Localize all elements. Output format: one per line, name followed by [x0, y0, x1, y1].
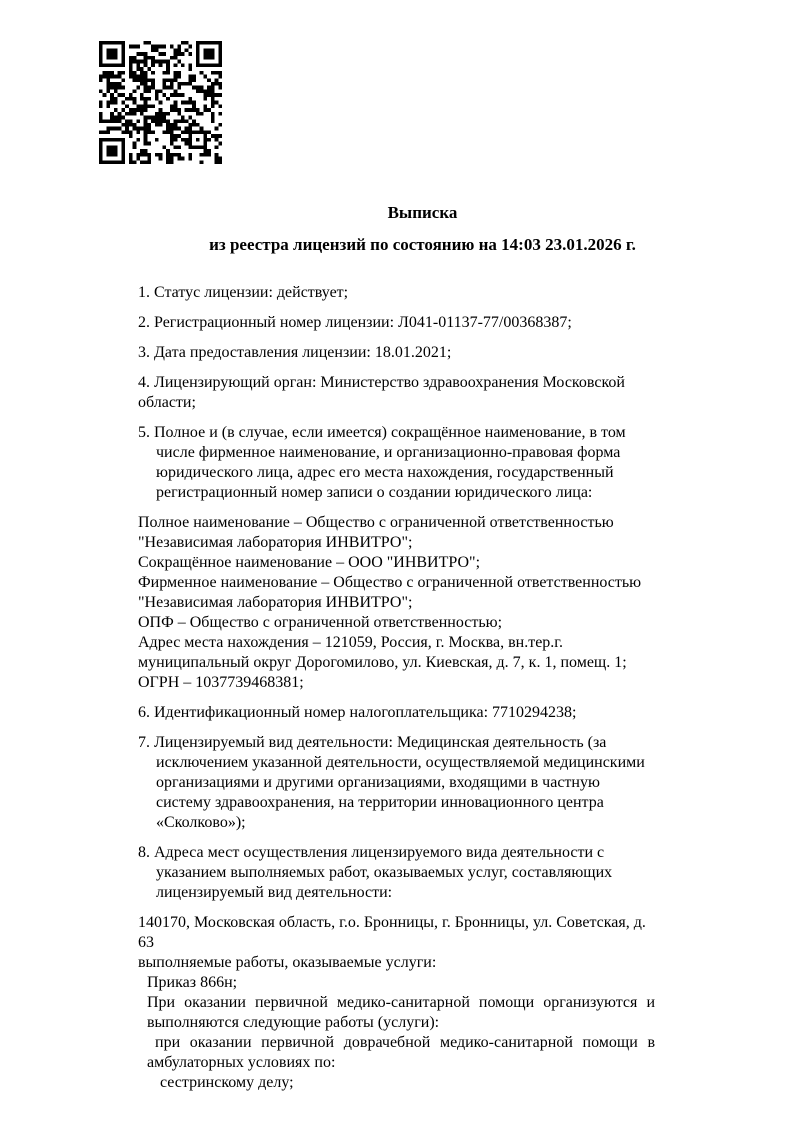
org-names-heading: 5. Полное и (в случае, если имеется) сокращённое наименование, в том числе фирменное наименование, и организационно-правовая форма юридического лица, адрес его места нахождения, государственный регистрационный номер записи о создании юридического лица: — [138, 424, 626, 501]
org-details-block — [138, 513, 655, 693]
org-short-name: Сокращённое наименование – ООО "ИНВИТРО"; — [138, 554, 481, 571]
prehospital-outpatient-line: при оказании первичной доврачебной медико-санитарной помощи в амбулаторных условиях по: — [147, 1034, 655, 1071]
org-legal-form: ОПФ – Общество с ограниченной ответственностью; — [138, 614, 503, 631]
org-ogrn: ОГРН – 1037739468381; — [138, 674, 304, 691]
document-body — [138, 202, 655, 1093]
primary-care-works-line: При оказании первичной медико-санитарной помощи организуются и выполняются следующие работы (услуги): — [147, 994, 655, 1031]
licensing-authority-line: 4. Лицензирующий орган: Министерство здравоохранения Московской области; — [138, 374, 625, 411]
license-status-line: 1. Статус лицензии: действует; — [138, 284, 349, 301]
document-subtitle: из реестра лицензий по состоянию на 14:03 23.01.2026 г. — [209, 235, 636, 254]
registration-number-line: 2. Регистрационный номер лицензии: Л041-01137-77/00368387; — [138, 314, 572, 331]
licensed-activity-line: 7. Лицензируемый вид деятельности: Медицинская деятельность (за исключением указанной деятельности, осуществляемой медицинскими организациями и другими организациями, входящими в частную систему здравоохранения, на территории инновационного центра «Сколково»); — [138, 734, 645, 831]
works-services-intro: выполняемые работы, оказываемые услуги: — [138, 954, 437, 971]
document-header — [138, 202, 655, 255]
address-activity-block — [138, 913, 655, 1093]
taxpayer-number-line: 6. Идентификационный номер налогоплательщика: 7710294238; — [138, 704, 577, 721]
nursing-work-line: сестринскому делу; — [160, 1074, 294, 1091]
org-full-name: Полное наименование – Общество с ограниченной ответственностью "Независимая лаборатория ИНВИТРО"; — [138, 514, 614, 551]
order-866n-line: Приказ 866н; — [147, 974, 238, 991]
document-title: Выписка — [387, 203, 458, 222]
org-legal-address: Адрес места нахождения – 121059, Россия, г. Москва, вн.тер.г. муниципальный округ Дорогомилово, ул. Киевская, д. 7, к. 1, помещ. 1; — [138, 634, 627, 671]
activity-addresses-heading: 8. Адреса мест осуществления лицензируемого вида деятельности с указанием выполняемых работ, оказываемых услуг, составляющих лицензируемый вид деятельности: — [138, 844, 613, 901]
activity-address: 140170, Московская область, г.о. Бронницы, г. Бронницы, ул. Советская, д. 63 — [138, 914, 646, 951]
org-brand-name: Фирменное наименование – Общество с ограниченной ответственностью "Независимая лаборатория ИНВИТРО"; — [138, 574, 642, 611]
qr-code-icon — [99, 41, 222, 164]
grant-date-line: 3. Дата предоставления лицензии: 18.01.2021; — [138, 344, 452, 361]
